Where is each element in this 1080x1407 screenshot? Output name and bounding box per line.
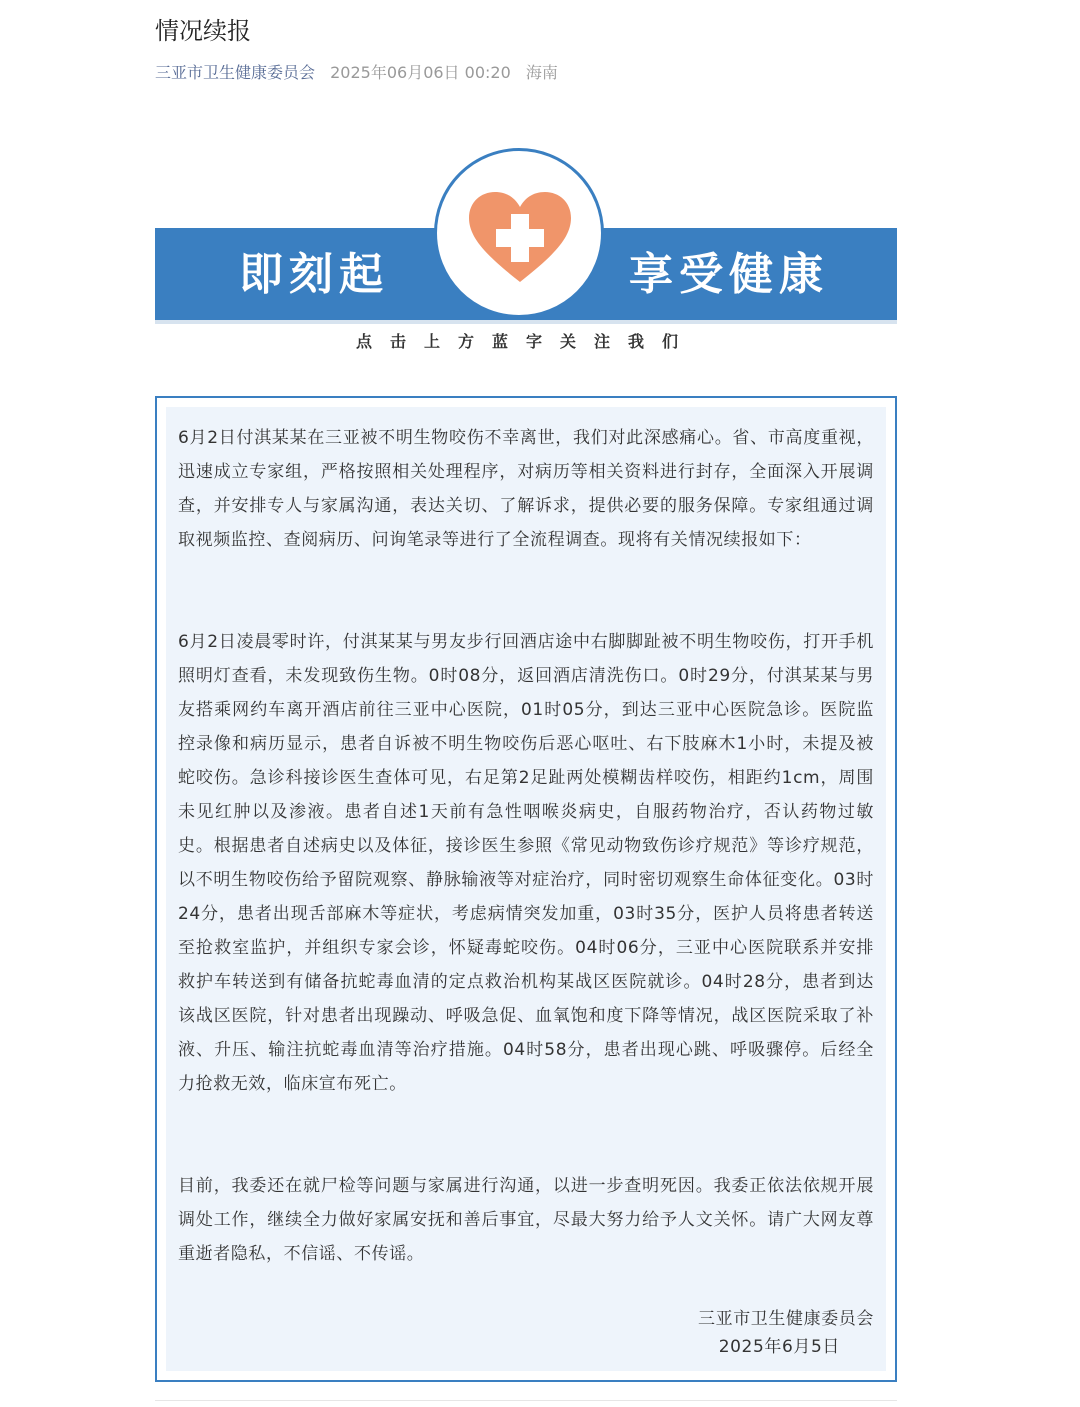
heart-cross-icon: [467, 190, 573, 286]
signature-org: 三亚市卫生健康委员会: [698, 1309, 874, 1329]
follow-prompt: 点击上方蓝字关注我们: [355, 332, 696, 351]
signature: [698, 1305, 874, 1361]
notice-inner: [166, 407, 886, 1371]
publish-region: 海南: [525, 63, 558, 82]
banner-band-shadow: [155, 320, 897, 324]
banner-right-text: 享受健康: [629, 249, 829, 300]
banner-left-text: 即刻起: [239, 249, 389, 300]
notice-box: [155, 396, 897, 1382]
notice-paragraph: 目前，我委还在就尸检等问题与家属进行沟通，以进一步查明死因。我委正依法依规开展调处工作，继续全力做好家属安抚和善后事宜，尽最大努力给予人文关怀。请广大网友尊重逝者隐私，不信谣、不传谣。: [178, 1176, 874, 1264]
account-name-link[interactable]: 三亚市卫生健康委员会: [155, 63, 316, 82]
header-banner-image: [155, 146, 897, 361]
notice-paragraph: 6月2日凌晨零时许，付淇某某与男友步行回酒店途中右脚脚趾被不明生物咬伤，打开手机照明灯查看，未发现致伤生物。0时08分，返回酒店清洗伤口。0时29分，付淇某某与男友搭乘网约车离开酒店前往三亚中心医院，01时05分，到达三亚中心医院急诊。医院监控录像和病历显示，患者自诉被不明生物咬伤后恶心呕吐、右下肢麻木1小时，未提及被蛇咬伤。急诊科接诊医生查体可见，右足第2足趾两处模糊齿样咬伤，相距约1cm，周围未见红肿以及渗液。患者自述1天前有急性咽喉炎病史，自服药物治疗，否认药物过敏史。根据患者自述病史以及体征，接诊医生参照《常见动物致伤诊疗规范》等诊疗规范，以不明生物咬伤给予留院观察、静脉输液等对症治疗，同时密切观察生命体征变化。03时24分，患者出现舌部麻木等症状，考虑病情突发加重，03时35分，医护人员将患者转送至抢救室监护，并组织专家会诊，怀疑毒蛇咬伤。04时06分，三亚中心医院联系并安排救护车转送到有储备抗蛇毒血清的定点救治机构某战区医院就诊。04时28分，患者到达该战区医院，针对患者出现躁动、呼吸急促、血氧饱和度下降等情况，战区医院采取了补液、升压、输注抗蛇毒血清等治疗措施。04时58分，患者出现心跳、呼吸骤停。后经全力抢救无效，临床宣布死亡。: [178, 632, 874, 1094]
notice-paragraph: 6月2日付淇某某在三亚被不明生物咬伤不幸离世，我们对此深感痛心。省、市高度重视，迅速成立专家组，严格按照相关处理程序，对病历等相关资料进行封存，全面深入开展调查，并安排专人与家属沟通，表达关切、了解诉求，提供必要的服务保障。专家组通过调取视频监控、查阅病历、问询笔录等进行了全流程调查。现将有关情况续报如下：: [178, 428, 874, 550]
article-title: 情况续报: [155, 17, 251, 45]
publish-time: 2025年06月06日 00:20: [330, 63, 511, 82]
article-meta: [155, 62, 568, 84]
signature-date: 2025年6月5日: [718, 1337, 840, 1357]
bottom-divider: [155, 1400, 897, 1401]
